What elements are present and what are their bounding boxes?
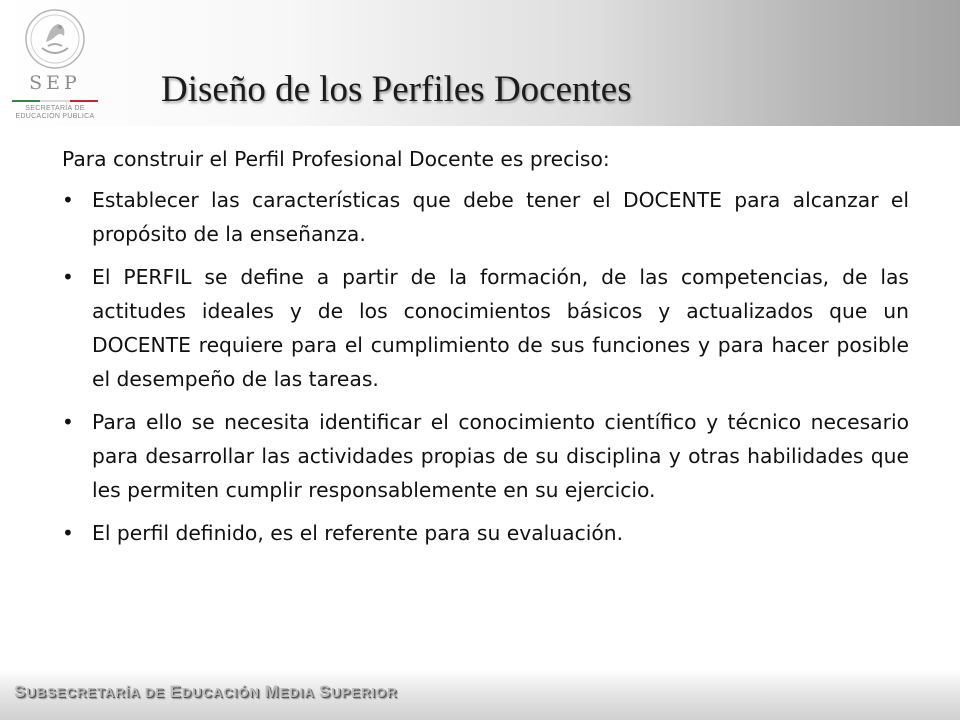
footer-word-initial: S bbox=[14, 682, 27, 701]
logo-flag-bar-white bbox=[40, 100, 70, 102]
mexican-coat-of-arms-icon bbox=[22, 8, 88, 70]
bullet-text: El PERFIL se define a partir de la formación, de las competencias, de las actitudes ideales y de los conocimientos básicos y actualizados que un DOCENTE requiere para el cumplimiento de sus funciones y para hacer posible el desempeño de las tareas. bbox=[92, 265, 909, 391]
bullet-icon: • bbox=[62, 188, 74, 212]
slide-title: Diseño de los Perfiles Docentes bbox=[161, 69, 632, 110]
footer-subsecretaria bbox=[14, 682, 397, 702]
footer-word-initial: M bbox=[264, 682, 280, 701]
footer-word-rest: UPERIOR bbox=[331, 685, 398, 700]
logo-flag-bar-green bbox=[12, 100, 40, 102]
bullet-text: El perfil definido, es el referente para su evaluación. bbox=[92, 521, 624, 545]
footer-word-rest: DUCACIÓN bbox=[181, 685, 260, 700]
bullet-item bbox=[62, 183, 909, 251]
footer-word-rest: EDIA bbox=[279, 685, 315, 700]
bullet-text: Para ello se necesita identificar el conocimiento científico y técnico necesario para desarrollar las actividades propias de su disciplina y otras habilidades que les permiten cumplir responsablemente en su ejercicio. bbox=[92, 410, 909, 502]
slide-body bbox=[62, 142, 909, 559]
sep-logo bbox=[4, 6, 106, 122]
logo-wordmark: SEP bbox=[29, 72, 81, 94]
footer-word-initial: E bbox=[169, 682, 182, 701]
bullet-icon: • bbox=[62, 265, 74, 289]
footer-word-rest: DE bbox=[144, 685, 165, 700]
logo-subtitle bbox=[4, 105, 106, 121]
footer-word-initial: S bbox=[318, 682, 332, 701]
bullet-icon: • bbox=[62, 521, 74, 545]
logo-subtitle-line2: EDUCACIÓN PÚBLICA bbox=[15, 113, 95, 120]
bullet-item bbox=[62, 405, 909, 507]
bullet-text: Establecer las características que debe tener el DOCENTE para alcanzar el propósito de la enseñanza. bbox=[92, 188, 909, 246]
intro-text: Para construir el Perfil Profesional Docente es preciso: bbox=[62, 147, 610, 171]
logo-flag-bar-red bbox=[70, 100, 98, 102]
footer-word-rest: UBSECRETARÍA bbox=[26, 685, 141, 700]
logo-subtitle-line1: SECRETARÍA DE bbox=[25, 105, 85, 112]
bullet-icon: • bbox=[62, 410, 74, 434]
bullet-item bbox=[62, 260, 909, 396]
bullet-item bbox=[62, 516, 909, 550]
